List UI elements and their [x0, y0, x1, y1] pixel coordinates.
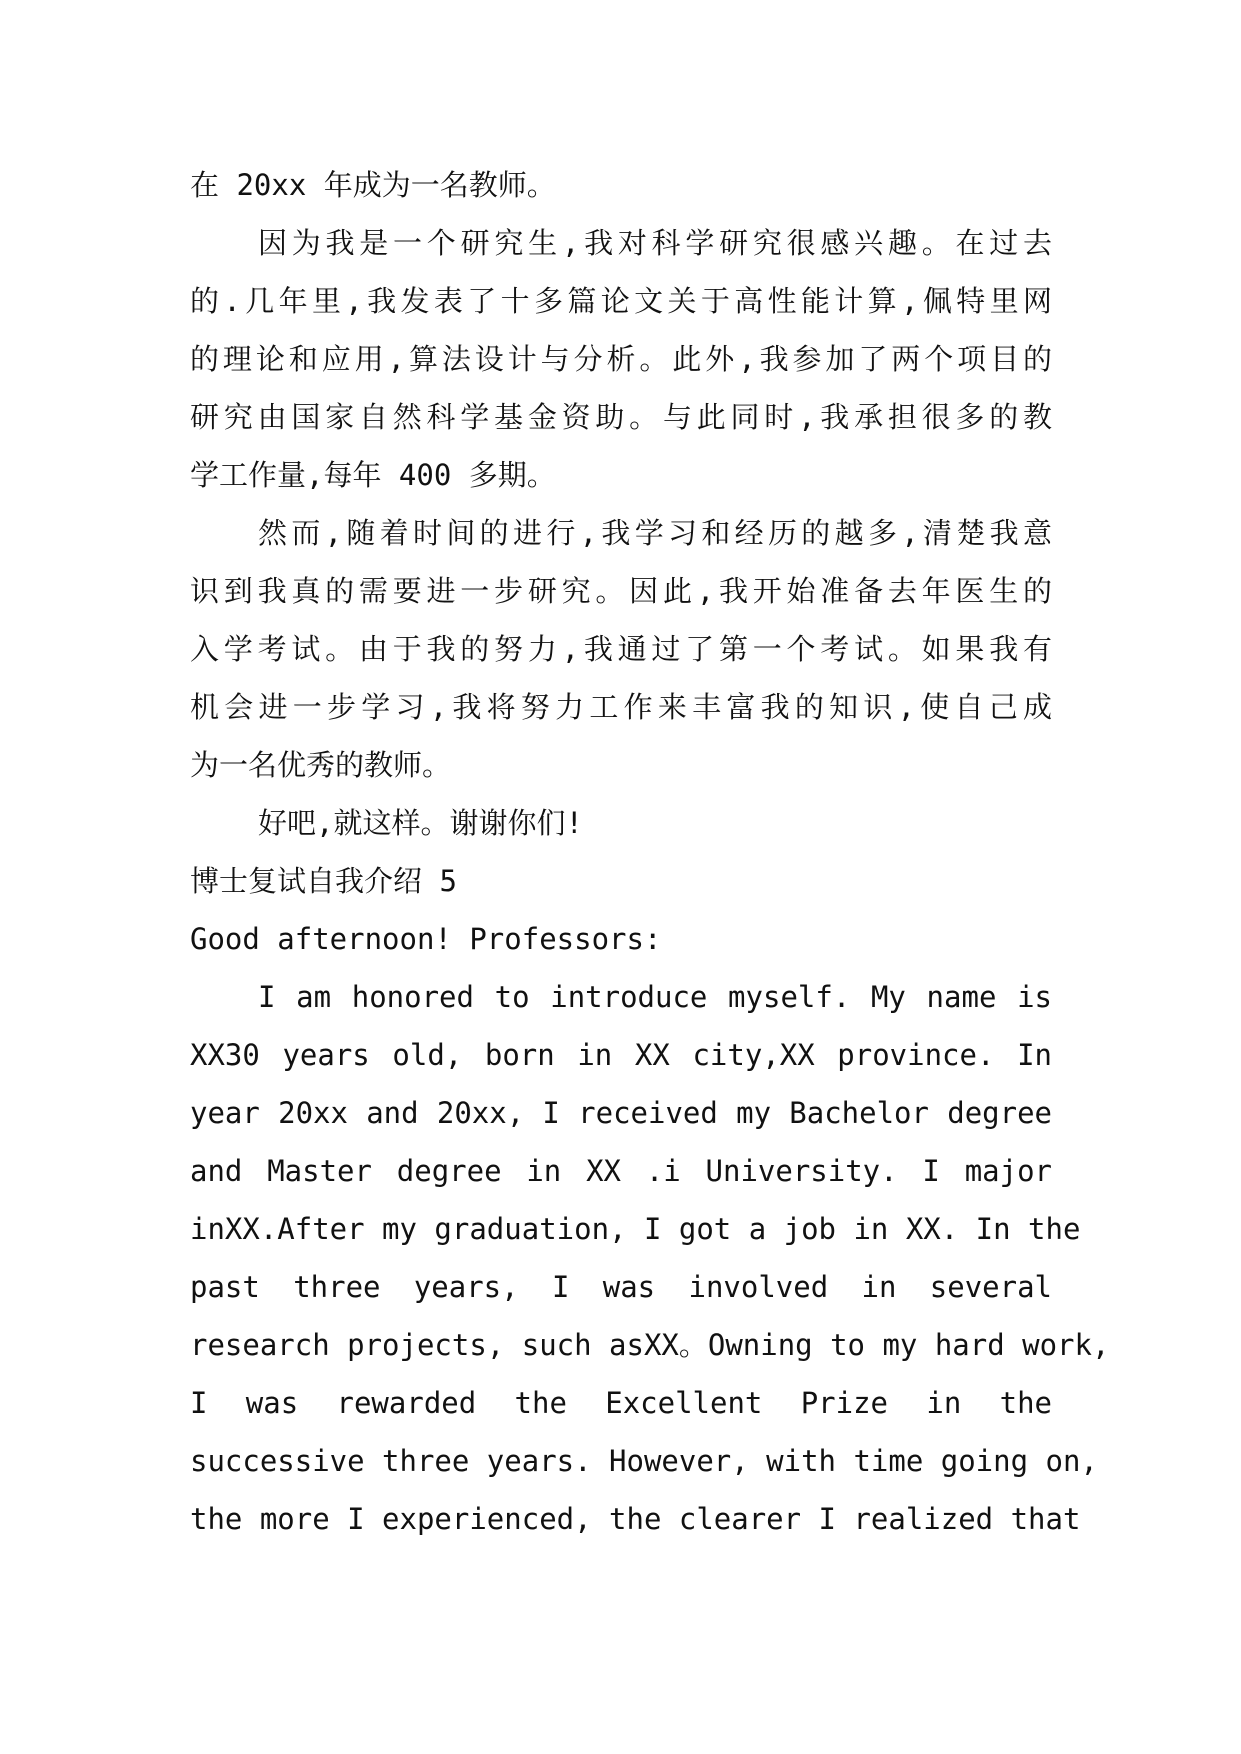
paragraph-1-line-3: 的理论和应用,算法设计与分析。此外,我参加了两个项目的 [190, 342, 1052, 376]
paragraph-2-line-5: 为一名优秀的教师。 [190, 748, 452, 782]
greeting-line: Good afternoon! Professors: [190, 922, 662, 956]
paragraph-2-line-4: 机会进一步学习,我将努力工作来丰富我的知识,使自己成 [190, 690, 1052, 724]
closing-line: 好吧,就这样。谢谢你们! [258, 806, 583, 840]
text-line-1: 在 20xx 年成为一名教师。 [190, 168, 556, 202]
paragraph-2-line-2: 识到我真的需要进一步研究。因此,我开始准备去年医生的 [190, 574, 1052, 608]
paragraph-1-line-4: 研究由国家自然科学基金资助。与此同时,我承担很多的教 [190, 400, 1052, 434]
english-paragraph-line-6: past three years, I was involved in several [190, 1270, 1052, 1304]
section-heading: 博士复试自我介绍 5 [190, 864, 457, 898]
english-paragraph-line-3: year 20xx and 20xx, I received my Bachelor degree [190, 1096, 1052, 1130]
paragraph-1-line-1: 因为我是一个研究生,我对科学研究很感兴趣。在过去 [258, 226, 1052, 260]
paragraph-1-line-2: 的.几年里,我发表了十多篇论文关于高性能计算,佩特里网 [190, 284, 1052, 318]
english-paragraph-line-1: I am honored to introduce myself. My name is [258, 980, 1052, 1014]
english-paragraph-line-4: and Master degree in XX .i University. I major [190, 1154, 1052, 1188]
english-paragraph-line-7: research projects, such asXX。Owning to my hard work, [190, 1328, 1110, 1362]
english-paragraph-line-9: successive three years. However, with time going on, [190, 1444, 1098, 1478]
english-paragraph-line-8: I was rewarded the Excellent Prize in the [190, 1386, 1052, 1420]
paragraph-1-line-5: 学工作量,每年 400 多期。 [190, 458, 556, 492]
paragraph-2-line-3: 入学考试。由于我的努力,我通过了第一个考试。如果我有 [190, 632, 1052, 666]
english-paragraph-line-2: XX30 years old, born in XX city,XX province. In [190, 1038, 1052, 1072]
english-paragraph-line-5: inXX.After my graduation, I got a job in XX. In the [190, 1212, 1081, 1246]
english-paragraph-line-10: the more I experienced, the clearer I realized that [190, 1502, 1081, 1536]
paragraph-2-line-1: 然而,随着时间的进行,我学习和经历的越多,清楚我意 [258, 516, 1052, 550]
